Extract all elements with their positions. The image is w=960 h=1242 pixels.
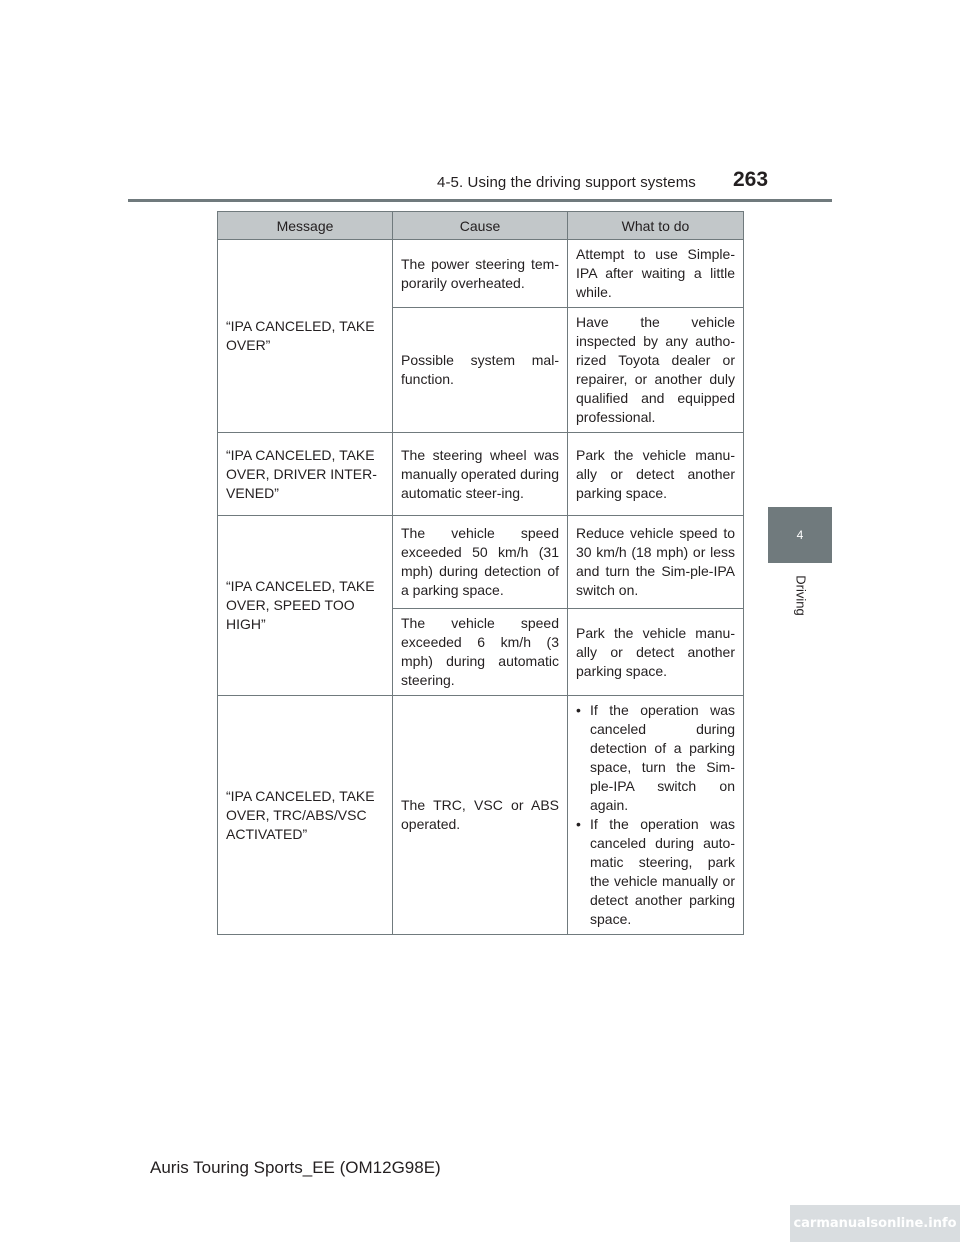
column-header-cause: Cause <box>393 212 568 240</box>
table-row <box>218 516 744 609</box>
action-cell: Reduce vehicle speed to 30 km/h (18 mph) or less and turn the Sim-ple-IPA switch on. <box>568 516 744 609</box>
action-bullet: • If the operation was canceled during detection of a parking space, turn the Sim-ple-IPA switch on again. <box>576 701 735 815</box>
table-header-row <box>218 212 744 240</box>
message-cell: “IPA CANCELED, TAKE OVER, SPEED TOO HIGH” <box>218 516 393 696</box>
cause-cell: Possible system mal-function. <box>393 308 568 433</box>
action-cell: Park the vehicle manu-ally or detect another parking space. <box>568 609 744 696</box>
cause-cell: The vehicle speed exceeded 6 km/h (3 mph) during automatic steering. <box>393 609 568 696</box>
action-bullet: • If the operation was canceled during auto-matic steering, park the vehicle manually or detect another parking space. <box>576 815 735 929</box>
page-number: 263 <box>733 168 769 191</box>
table-row <box>218 240 744 308</box>
message-table <box>217 211 744 935</box>
action-bullet-list <box>576 701 735 929</box>
action-cell: Have the vehicle inspected by any autho-rized Toyota dealer or repairer, or another duly qualified and equipped professional. <box>568 308 744 433</box>
watermark-logo: carmanualsonline.info <box>790 1205 960 1242</box>
chapter-tab <box>768 507 832 563</box>
footer-model-text: Auris Touring Sports_EE (OM12G98E) <box>150 1158 441 1177</box>
cause-cell: The steering wheel was manually operated during automatic steer-ing. <box>393 433 568 516</box>
chapter-label <box>773 565 829 625</box>
message-cell: “IPA CANCELED, TAKE OVER” <box>218 240 393 433</box>
action-cell: Attempt to use Simple-IPA after waiting a little while. <box>568 240 744 308</box>
column-header-message: Message <box>218 212 393 240</box>
chapter-label-text: Driving <box>793 574 809 616</box>
header-rule <box>128 199 832 202</box>
table-row <box>218 696 744 935</box>
chapter-number: 4 <box>796 528 804 542</box>
section-title: 4-5. Using the driving support systems <box>437 174 696 191</box>
cause-cell: The TRC, VSC or ABS operated. <box>393 696 568 935</box>
cause-cell: The power steering tem-porarily overheated. <box>393 240 568 308</box>
table-row <box>218 433 744 516</box>
action-cell: Park the vehicle manu-ally or detect another parking space. <box>568 433 744 516</box>
message-cell: “IPA CANCELED, TAKE OVER, TRC/ABS/VSC ACTIVATED” <box>218 696 393 935</box>
cause-cell: The vehicle speed exceeded 50 km/h (31 mph) during detection of a parking space. <box>393 516 568 609</box>
column-header-action: What to do <box>568 212 744 240</box>
action-cell <box>568 696 744 935</box>
message-cell: “IPA CANCELED, TAKE OVER, DRIVER INTER-VENED” <box>218 433 393 516</box>
